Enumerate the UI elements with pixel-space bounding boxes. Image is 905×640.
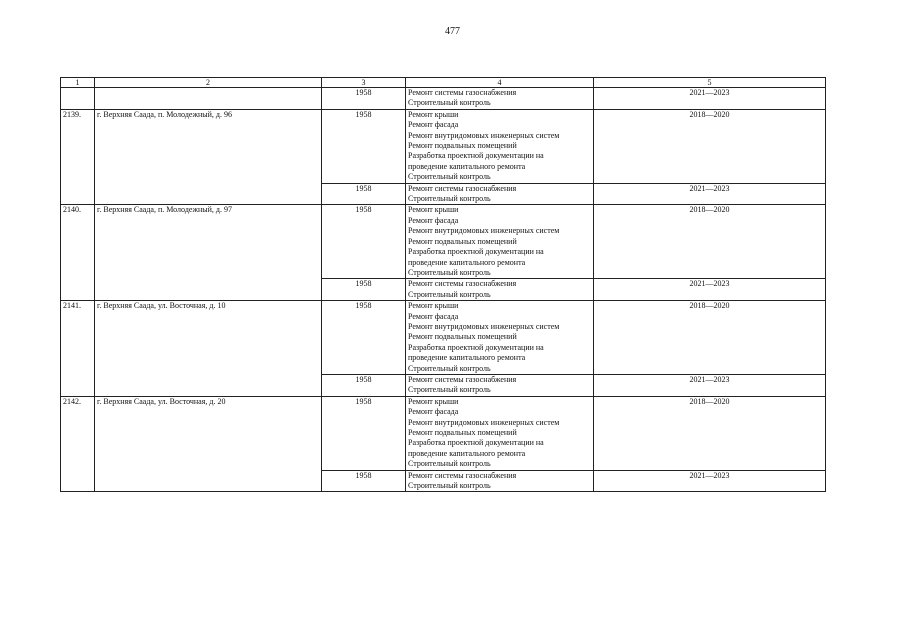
work-item: Ремонт подвальных помещений (408, 236, 517, 246)
address-cell: г. Верхняя Саада, ул. Восточная, д. 10 (95, 301, 322, 397)
work-item: Строительный контроль (408, 459, 491, 469)
work-item: Разработка проектной документации на (408, 342, 544, 352)
table-row (61, 396, 826, 470)
work-item: Ремонт внутридомовых инженерных систем (408, 130, 560, 140)
work-item: Ремонт системы газоснабжения (408, 183, 517, 193)
period-cell: 2021—2023 (594, 183, 826, 205)
year-cell: 1958 (322, 109, 406, 183)
works-cell (406, 109, 594, 183)
work-item: Ремонт фасада (408, 311, 459, 321)
work-item: Разработка проектной документации на (408, 438, 544, 448)
address-cell: г. Верхняя Саада, ул. Восточная, д. 20 (95, 396, 322, 492)
period-cell: 2018—2020 (594, 109, 826, 183)
column-header-2: 2 (95, 78, 322, 88)
column-header-1: 1 (61, 78, 95, 88)
page-number: 477 (445, 26, 460, 37)
period-cell: 2018—2020 (594, 205, 826, 279)
work-item: Ремонт подвальных помещений (408, 141, 517, 151)
column-header-5: 5 (594, 78, 826, 88)
work-item: Строительный контроль (408, 363, 491, 373)
column-header-3: 3 (322, 78, 406, 88)
work-item: Ремонт фасада (408, 120, 459, 130)
work-item: Ремонт фасада (408, 215, 459, 225)
work-item: Ремонт фасада (408, 407, 459, 417)
work-item: Ремонт внутридомовых инженерных систем (408, 321, 560, 331)
header-row (61, 78, 826, 88)
work-item: Ремонт крыши (408, 205, 459, 215)
work-item: Разработка проектной документации на (408, 247, 544, 257)
work-item: Ремонт системы газоснабжения (408, 374, 517, 384)
work-item: проведение капитального ремонта (408, 353, 526, 363)
work-item: Строительный контроль (408, 267, 491, 277)
carryover-period-cell: 2021—2023 (594, 88, 826, 110)
carryover-year-cell: 1958 (322, 88, 406, 110)
year-cell: 1958 (322, 396, 406, 470)
period-cell: 2021—2023 (594, 470, 826, 492)
carryover-row (61, 88, 826, 110)
work-item: проведение капитального ремонта (408, 448, 526, 458)
carryover-works-cell (406, 88, 594, 110)
work-item: Ремонт внутридомовых инженерных систем (408, 226, 560, 236)
table-row (61, 205, 826, 279)
works-cell (406, 396, 594, 470)
period-cell: 2021—2023 (594, 374, 826, 396)
works-cell (406, 470, 594, 492)
repair-schedule-table (60, 77, 826, 492)
carryover-address-cell (95, 88, 322, 110)
carryover-number-cell (61, 88, 95, 110)
work-item: Разработка проектной документации на (408, 151, 544, 161)
year-cell: 1958 (322, 301, 406, 375)
work-item: проведение капитального ремонта (408, 257, 526, 267)
year-cell: 1958 (322, 279, 406, 301)
work-item: проведение капитального ремонта (408, 161, 526, 171)
work-item: Строительный контроль (408, 194, 491, 204)
work-item: Ремонт крыши (408, 396, 459, 406)
work-item: Ремонт внутридомовых инженерных систем (408, 417, 560, 427)
work-item: Ремонт системы газоснабжения (408, 88, 517, 97)
year-cell: 1958 (322, 183, 406, 205)
table-body (61, 88, 826, 492)
works-cell (406, 374, 594, 396)
work-item: Ремонт системы газоснабжения (408, 279, 517, 289)
period-cell: 2018—2020 (594, 301, 826, 375)
work-item: Ремонт крыши (408, 109, 459, 119)
table-row (61, 109, 826, 183)
address-cell: г. Верхняя Саада, п. Молодежный, д. 97 (95, 205, 322, 301)
period-cell: 2021—2023 (594, 279, 826, 301)
period-cell: 2018—2020 (594, 396, 826, 470)
year-cell: 1958 (322, 374, 406, 396)
entry-number-cell: 2140. (61, 205, 95, 301)
year-cell: 1958 (322, 205, 406, 279)
works-cell (406, 301, 594, 375)
entry-number-cell: 2139. (61, 109, 95, 205)
table-row (61, 301, 826, 375)
work-item: Ремонт крыши (408, 301, 459, 311)
entry-number-cell: 2142. (61, 396, 95, 492)
works-cell (406, 205, 594, 279)
work-item: Ремонт подвальных помещений (408, 428, 517, 437)
address-cell: г. Верхняя Саада, п. Молодежный, д. 96 (95, 109, 322, 205)
year-cell: 1958 (322, 470, 406, 492)
work-item: Строительный контроль (408, 98, 491, 108)
entry-number-cell: 2141. (61, 301, 95, 397)
work-item: Строительный контроль (408, 481, 491, 491)
column-header-4: 4 (406, 78, 594, 88)
work-item: Строительный контроль (408, 385, 491, 395)
work-item: Строительный контроль (408, 172, 491, 182)
work-item: Ремонт подвальных помещений (408, 332, 517, 342)
work-item: Ремонт системы газоснабжения (408, 470, 517, 480)
works-cell (406, 183, 594, 205)
works-cell (406, 279, 594, 301)
work-item: Строительный контроль (408, 289, 491, 299)
